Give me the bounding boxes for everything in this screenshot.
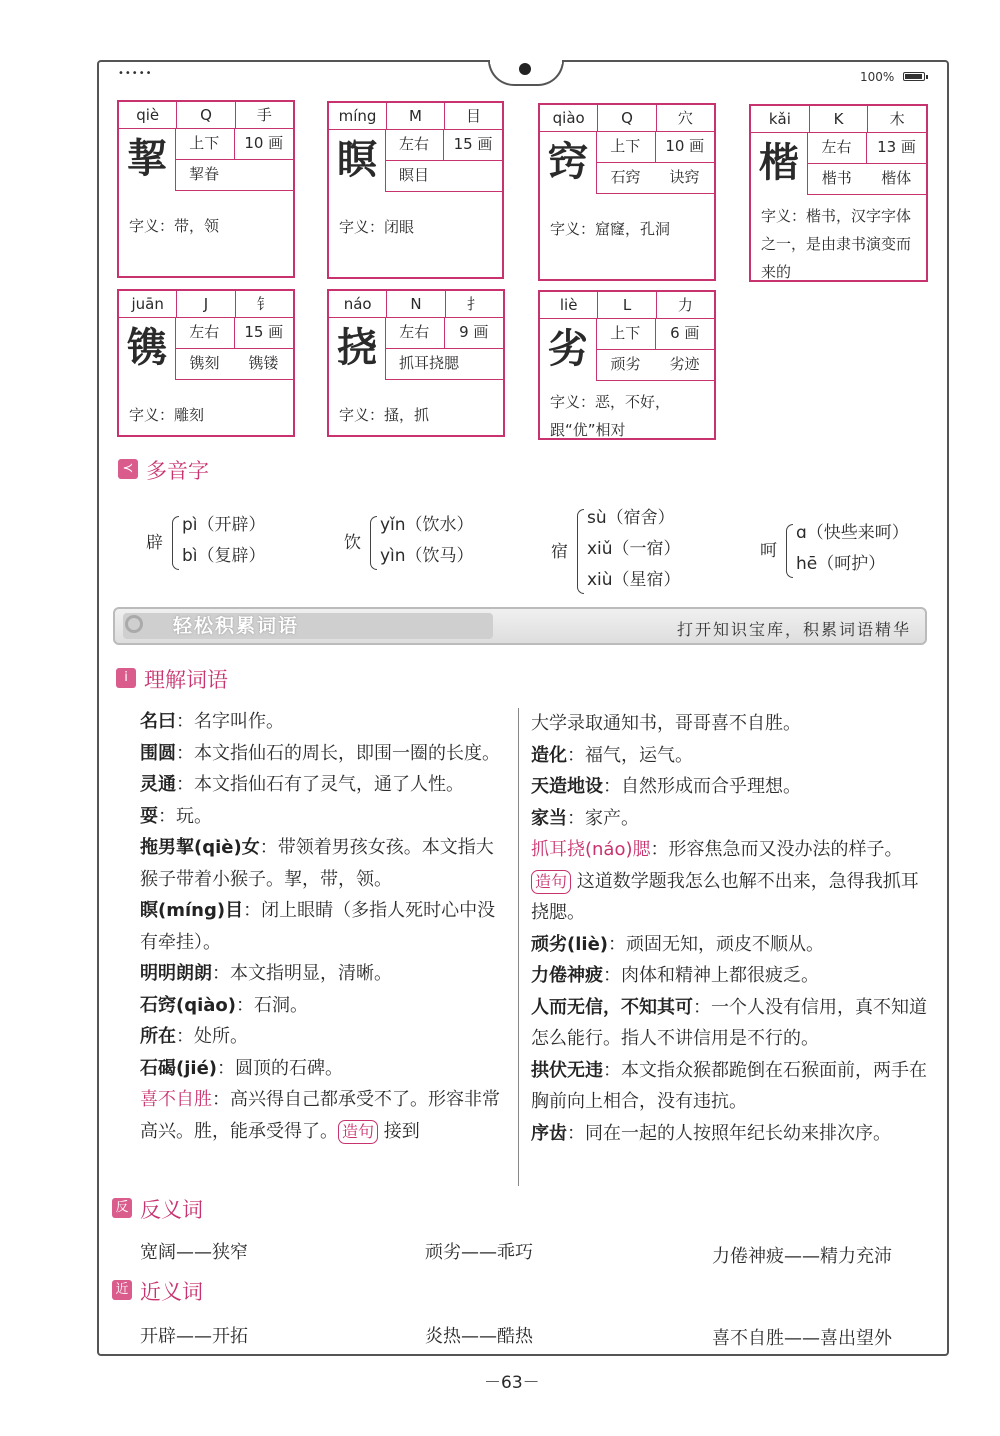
card-radical: 手	[256, 106, 272, 124]
card-word: 顽劣	[610, 355, 641, 373]
polyphonic-reading: yǐn（饮水）	[380, 515, 474, 535]
vocab-definition: ：一个人没有信用，真不知道怎么能行。指人不讲信用是不行的。	[531, 996, 927, 1049]
vocab-entry	[140, 769, 510, 801]
vocab-term: 瞑(míng)目	[140, 900, 244, 921]
card-word: 镌镂	[248, 354, 279, 372]
section-banner	[113, 607, 927, 645]
card-radical: 目	[465, 107, 481, 125]
vocab-entry	[531, 992, 927, 1055]
example-tag: 造句	[531, 870, 571, 894]
card-structure: 左右	[385, 129, 444, 160]
char-card	[538, 103, 716, 281]
card-radical: 力	[677, 296, 693, 314]
vocab-term: 顽劣(liè)	[531, 933, 609, 955]
antonym-pair: 顽劣——乖巧	[425, 1242, 533, 1263]
card-character: 镌	[119, 317, 176, 379]
banner-title: 轻松积累词语	[173, 615, 300, 637]
card-strokes: 10 画	[665, 137, 705, 155]
char-card	[749, 104, 928, 282]
card-character: 瞑	[329, 129, 386, 191]
char-card	[538, 290, 716, 440]
banner-slogan: 打开知识宝库，积累词语精华	[676, 620, 911, 639]
vocab-term: 造化	[531, 744, 567, 766]
card-structure: 左右	[807, 132, 867, 163]
polyphonic-reading: bì（复辟）	[182, 546, 266, 566]
vocab-entry	[140, 990, 510, 1022]
polyphonic-reading: xiù（星宿）	[587, 570, 681, 590]
antonym-title: 反义词	[140, 1198, 203, 1222]
card-pinyin: kǎi	[751, 106, 810, 132]
antonym-icon: 反	[112, 1198, 132, 1218]
card-character: 劣	[540, 318, 597, 380]
polyphonic-reading: ɑ（快些来呵）	[796, 523, 909, 543]
vocab-entry	[531, 803, 927, 835]
vocab-entry	[140, 801, 510, 833]
vocab-term: 围圆	[140, 742, 176, 764]
card-pinyin: míng	[329, 103, 387, 129]
synonym-icon: 近	[112, 1280, 132, 1300]
vocab-definition: ：本文指仙石有了灵气，通了人性。	[176, 774, 464, 795]
vocab-entry	[531, 708, 927, 740]
vocab-entry	[140, 738, 510, 770]
vocab-definition: ：顽固无知，顽皮不顺从。	[608, 933, 825, 955]
polyphonic-reading: pì（开辟）	[182, 515, 266, 535]
vocab-definition: ：形容焦急而又没办法的样子。	[650, 839, 903, 860]
vocab-definition: ：玩。	[158, 805, 212, 827]
vocab-definition: ：同在一起的人按照年纪长幼来排次序。	[567, 1122, 891, 1144]
card-meaning: 字义：雕刻	[129, 406, 205, 424]
vocab-definition: ：家产。	[567, 807, 639, 829]
card-strokes: 10 画	[244, 134, 284, 152]
vocab-definition: ：高兴得自己都承受不了。形容非常高兴。胜，能承受得了。	[140, 1089, 500, 1142]
vocab-term: 抓耳挠(náo)腮	[531, 839, 651, 860]
battery-percent: 100%	[860, 70, 895, 84]
card-word: 楷书	[821, 169, 852, 187]
vocab-term: 名曰	[140, 711, 176, 732]
card-strokes: 13 画	[877, 138, 916, 156]
card-meaning: 字义：楷书，汉字字体之一，是由隶书演变而来的	[761, 207, 912, 281]
card-letter: N	[387, 291, 445, 317]
card-meaning: 字义：恶，不好，跟“优”相对	[550, 393, 671, 439]
char-card	[327, 289, 505, 437]
vocab-term: 拖男挈(qiè)女	[140, 837, 260, 858]
vocab-definition: ：圆顶的石碑。	[217, 1057, 344, 1079]
card-character: 窍	[540, 131, 597, 193]
card-strokes: 15 画	[244, 323, 284, 341]
vocab-entry	[531, 929, 927, 961]
brace-icon	[172, 516, 179, 570]
example-tag: 造句	[338, 1120, 378, 1144]
vocab-entry	[140, 958, 510, 990]
card-letter: L	[598, 292, 656, 318]
synonym-pair: 炎热——酷热	[425, 1326, 533, 1347]
vocab-term: 天造地设	[531, 776, 603, 797]
info-icon: i	[116, 668, 136, 688]
polyphonic-char: 呵	[760, 541, 777, 561]
card-character: 挠	[329, 317, 386, 379]
vocab-example: 接到	[378, 1120, 420, 1142]
card-letter: Q	[598, 105, 656, 131]
card-pinyin: náo	[329, 291, 387, 317]
vocab-definition: 大学录取通知书，哥哥喜不自胜。	[531, 713, 801, 734]
vocab-term: 石窍(qiào)	[140, 994, 237, 1016]
polyphonic-char: 宿	[551, 541, 568, 562]
card-structure: 上下	[596, 318, 656, 349]
page-number: －63－	[484, 1373, 540, 1393]
card-pinyin: liè	[540, 292, 598, 318]
vocab-entry	[531, 834, 927, 929]
vocab-right-column	[531, 708, 927, 1149]
vocab-entry	[140, 1053, 510, 1085]
card-letter: Q	[177, 102, 235, 128]
vocab-example: 这道数学题我怎么也解不出来，急得我抓耳挠腮。	[531, 870, 919, 923]
card-word: 瞑目	[399, 166, 430, 184]
vocab-term: 拱伏无违	[531, 1059, 603, 1081]
card-radical: 木	[889, 110, 905, 128]
card-meaning: 字义：闭眼	[339, 218, 415, 236]
card-pinyin: juān	[119, 291, 177, 317]
battery-icon	[903, 72, 925, 81]
vocab-entry	[140, 895, 510, 958]
vocab-term: 所在	[140, 1026, 176, 1047]
vocab-definition: ：本文指明显，清晰。	[212, 963, 392, 984]
synonym-title: 近义词	[140, 1280, 203, 1304]
polyphonic-reading: hē（呵护）	[796, 554, 886, 574]
brace-icon	[370, 516, 377, 570]
card-word: 挈眷	[189, 165, 220, 183]
vocab-term: 家当	[531, 807, 567, 829]
brace-icon	[786, 524, 793, 578]
polyphonic-reading: xiǔ（一宿）	[587, 539, 681, 559]
vocab-term: 力倦神疲	[531, 965, 603, 986]
antonym-pair: 力倦神疲——精力充沛	[712, 1246, 892, 1267]
vocab-entry	[531, 960, 927, 992]
vocab-definition: ：肉体和精神上都很疲乏。	[603, 965, 819, 986]
card-word: 镌刻	[189, 354, 220, 372]
share-icon: ≺	[118, 459, 138, 479]
char-card	[117, 289, 295, 437]
polyphonic-reading: yìn（饮马）	[380, 546, 474, 566]
vocab-definition: ：石洞。	[236, 994, 309, 1016]
card-character: 楷	[751, 132, 808, 194]
vocab-term: 灵通	[140, 774, 176, 795]
card-word: 劣迹	[669, 355, 700, 373]
card-strokes: 6 画	[670, 324, 700, 342]
card-meaning: 字义：搔，抓	[339, 406, 430, 424]
card-word: 诀窍	[669, 168, 700, 186]
card-structure: 上下	[596, 131, 656, 162]
vocab-entry	[140, 832, 510, 895]
synonym-pair: 喜不自胜——喜出望外	[712, 1328, 892, 1349]
card-letter: J	[177, 291, 235, 317]
vocab-definition: ：带领着男孩女孩。本文指大猴子带着小猴子。挈，带，领。	[140, 837, 494, 890]
card-structure: 上下	[175, 128, 235, 159]
card-structure: 左右	[175, 317, 235, 348]
banner-circle-icon	[125, 615, 143, 633]
card-meaning: 字义：窟窿，孔洞	[550, 220, 671, 238]
synonym-pair: 开辟——开拓	[140, 1326, 248, 1347]
card-radical: 钅	[256, 295, 272, 313]
card-word: 楷体	[881, 169, 912, 187]
vocab-definition: ：本文指仙石的周长，即围一圈的长度。	[176, 742, 500, 764]
vocab-entry	[531, 771, 927, 803]
polyphonic-char: 饮	[344, 533, 361, 553]
card-radical: 扌	[466, 295, 482, 313]
char-card	[327, 101, 504, 279]
vocab-entry	[140, 706, 510, 738]
column-divider	[518, 708, 519, 1186]
vocab-term: 耍	[140, 805, 158, 827]
card-letter: M	[387, 103, 445, 129]
polyphonic-title: 多音字	[146, 459, 209, 483]
vocab-term: 序齿	[531, 1122, 567, 1144]
vocab-entry	[140, 1084, 510, 1147]
vocab-entry	[531, 1055, 927, 1118]
card-word: 抓耳挠腮	[399, 354, 460, 372]
card-meaning: 字义：带，领	[129, 217, 220, 235]
card-word: 石窍	[610, 168, 641, 186]
vocab-definition: ：自然形成而合乎理想。	[603, 776, 801, 797]
vocab-definition: ：本文指众猴都跪倒在石猴面前，两手在胸前向上相合，没有违抗。	[531, 1059, 927, 1112]
vocab-entry	[531, 740, 927, 772]
vocab-term: 人而无信，不知其可	[531, 996, 693, 1018]
vocab-term: 明明朗朗	[140, 963, 212, 984]
vocab-definition: ：闭上眼睛（多指人死时心中没有牵挂）。	[140, 900, 496, 953]
vocab-definition: ：福气，运气。	[567, 744, 693, 766]
vocab-definition: ：名字叫作。	[176, 711, 284, 732]
char-card	[117, 100, 295, 278]
signal-indicator: •••••	[118, 68, 153, 79]
card-strokes: 15 画	[453, 135, 493, 153]
vocab-term: 喜不自胜	[140, 1089, 212, 1110]
vocab-left-column	[140, 706, 510, 1147]
vocab-term: 石碣(jié)	[140, 1057, 218, 1079]
card-strokes: 9 画	[459, 323, 489, 341]
card-radical: 穴	[677, 109, 693, 127]
card-pinyin: qiào	[540, 105, 598, 131]
vocab-title: 理解词语	[144, 668, 228, 692]
card-pinyin: qiè	[119, 102, 177, 128]
brace-icon	[577, 509, 584, 594]
card-structure: 左右	[385, 317, 445, 348]
polyphonic-reading: sù（宿舍）	[587, 508, 675, 528]
polyphonic-char: 辟	[146, 533, 163, 553]
vocab-entry	[140, 1021, 510, 1053]
camera-icon	[519, 63, 531, 75]
card-letter: K	[810, 106, 869, 132]
vocab-definition: ：处所。	[176, 1026, 248, 1047]
vocab-entry	[531, 1118, 927, 1150]
card-character: 挈	[119, 128, 176, 190]
antonym-pair: 宽阔——狭窄	[140, 1242, 248, 1263]
